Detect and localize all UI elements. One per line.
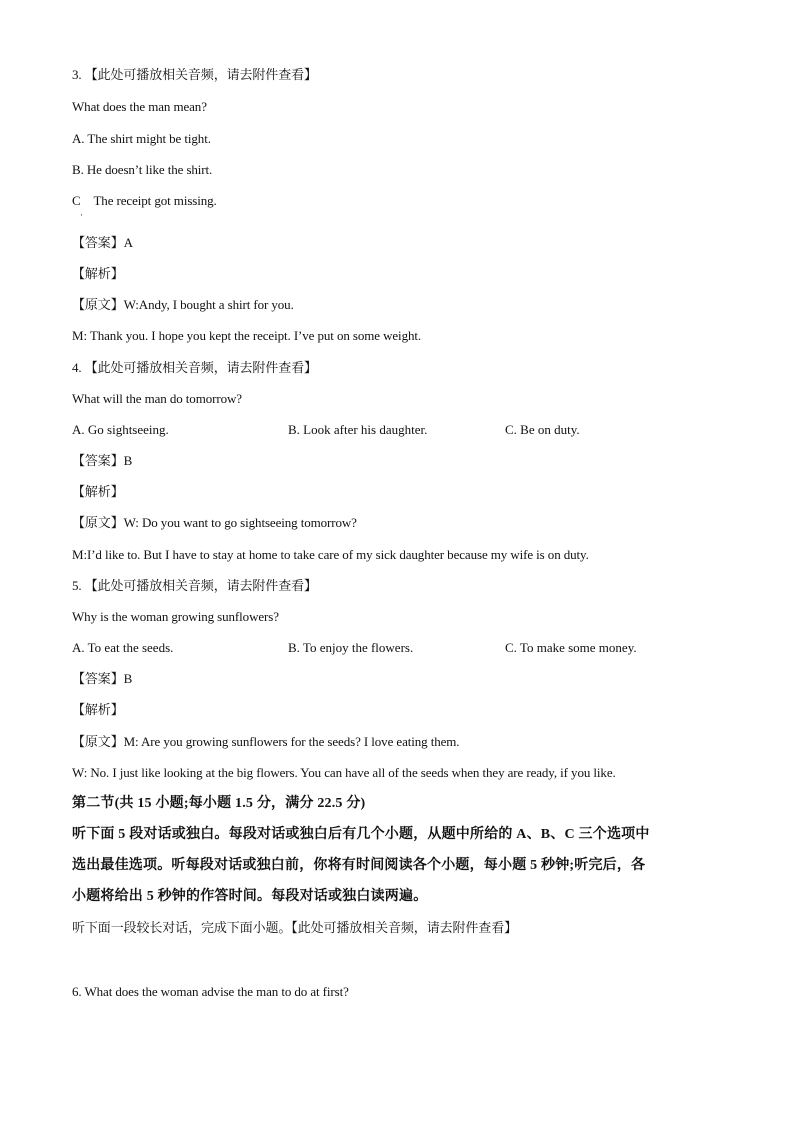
q5-option-a: A. To eat the seeds. xyxy=(72,640,174,655)
q4-answer: 【答案】B xyxy=(72,453,133,468)
q5-original-2: W: No. I just like looking at the big flowers. You can have all of the seeds when they are ready, if you like. xyxy=(72,765,616,780)
q3-original-1: 【原文】W:Andy, I bought a shirt for you. xyxy=(72,297,294,312)
q3-option-a: A. The shirt might be tight. xyxy=(72,131,211,146)
q3-header: 3. 【此处可播放相关音频，请去附件查看】 xyxy=(72,67,317,82)
q4-option-a: A. Go sightseeing. xyxy=(72,422,169,437)
q3-question: What does the man mean? xyxy=(72,99,207,114)
section2-title: 第二节(共 15 小题;每小题 1.5 分，满分 22.5 分) xyxy=(72,796,366,811)
q5-answer: 【答案】B xyxy=(72,671,133,686)
q3-analysis: 【解析】 xyxy=(72,266,124,281)
q3-answer: 【答案】A xyxy=(72,235,133,250)
q4-header: 4. 【此处可播放相关音频，请去附件查看】 xyxy=(72,360,317,375)
section2-listen-note: 听下面一段较长对话，完成下面小题。【此处可播放相关音频，请去附件查看】 xyxy=(72,920,518,935)
q5-question: Why is the woman growing sunflowers? xyxy=(72,609,279,624)
q4-analysis: 【解析】 xyxy=(72,484,124,499)
q4-original-2: M:I’d like to. But I have to stay at home to take care of my sick daughter because my wife is on duty. xyxy=(72,547,589,562)
section2-instruction-1: 听下面 5 段对话或独白。每段对话或独白后有几个小题，从题中所给的 A、B、C 三个选项中 xyxy=(72,827,650,842)
q5-option-c: C. To make some money. xyxy=(505,640,637,655)
section2-instruction-3: 小题将给出 5 秒钟的作答时间。每段对话或独白读两遍。 xyxy=(72,889,428,904)
q3-stray-dot: · xyxy=(80,210,83,220)
q5-header: 5. 【此处可播放相关音频，请去附件查看】 xyxy=(72,578,317,593)
q3-original-2: M: Thank you. I hope you kept the receipt. I’ve put on some weight. xyxy=(72,328,422,343)
q3-option-b: B. He doesn’t like the shirt. xyxy=(72,162,213,177)
q5-analysis: 【解析】 xyxy=(72,702,124,717)
section2-instruction-2: 选出最佳选项。听每段对话或独白前，你将有时间阅读各个小题，每小题 5 秒钟;听完后，各 xyxy=(72,858,646,873)
q5-original-1: 【原文】M: Are you growing sunflowers for the seeds? I love eating them. xyxy=(72,734,460,749)
q4-question: What will the man do tomorrow? xyxy=(72,391,242,406)
q4-original-1: 【原文】W: Do you want to go sightseeing tomorrow? xyxy=(72,515,357,530)
q6-question: 6. What does the woman advise the man to do at first? xyxy=(72,984,349,999)
q4-option-b: B. Look after his daughter. xyxy=(288,422,428,437)
q4-option-c: C. Be on duty. xyxy=(505,422,580,437)
q5-option-b: B. To enjoy the flowers. xyxy=(288,640,414,655)
q3-option-c: C The receipt got missing. xyxy=(72,193,217,208)
